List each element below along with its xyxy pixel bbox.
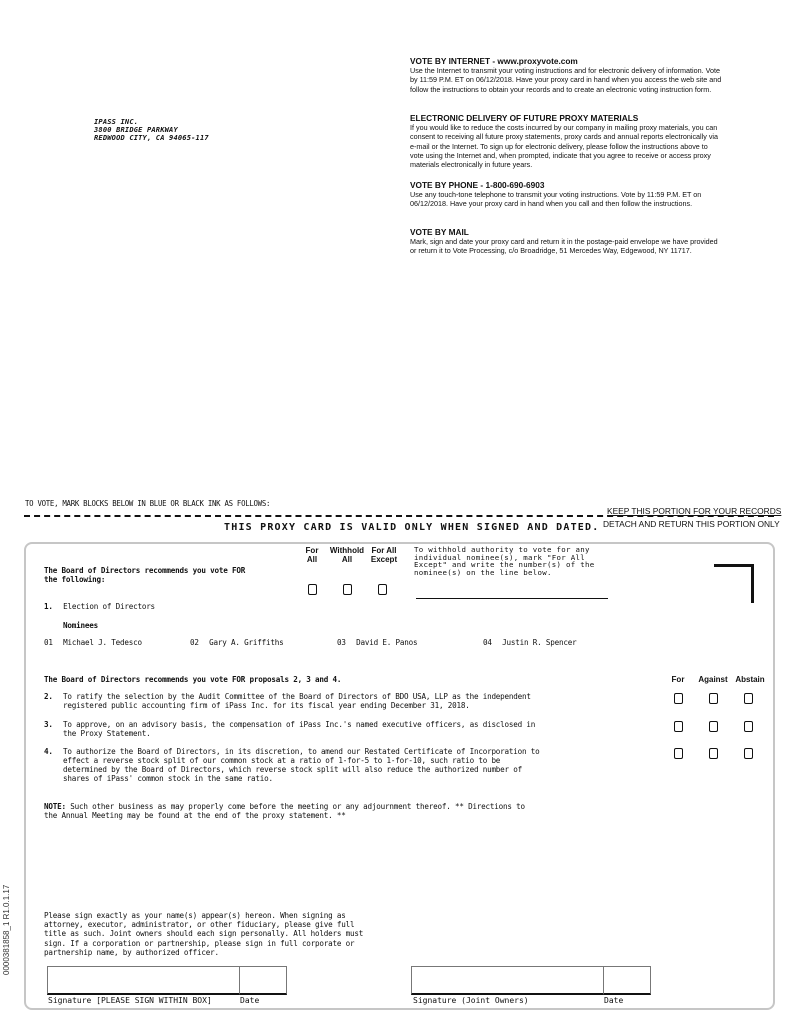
nominee-number: 04 — [483, 638, 492, 647]
proposal-text-line: registered public accounting firm of iPass Inc. for its fiscal year ending December 31, 2018. — [63, 701, 470, 710]
sign-instruction-line: attorney, executor, administrator, or other fiduciary, please give full — [44, 920, 355, 930]
keep-portion-label: KEEP THIS PORTION FOR YOUR RECORDS — [607, 506, 782, 516]
col-head-top: Withhold — [329, 546, 365, 555]
proposal-1 — [44, 602, 155, 611]
withhold-line: nominee(s) on the line below. — [414, 567, 552, 577]
proposal-text-line: shares of iPass' common stock in the same ratio. — [63, 774, 273, 783]
withhold-line: To withhold authority to vote for any — [414, 545, 590, 554]
document-id: 0000381858_1 R1.0.1.17 — [2, 884, 11, 975]
proposal-text-line: determined by the Board of Directors, which reverse stock split will also reduce the authorized number of — [63, 765, 523, 774]
proposal-3 — [44, 720, 535, 738]
address-line-2: 3800 BRIDGE PARKWAY — [94, 126, 178, 134]
detach-line — [24, 515, 774, 517]
joint-signature-label: Signature (Joint Owners) — [413, 996, 529, 1005]
sign-instruction-line: sign. If a corporation or partnership, please sign in full corporate or — [44, 938, 355, 948]
withhold-line: individual nominee(s), mark "For All — [414, 552, 585, 562]
proposal-number: 3. — [44, 720, 53, 729]
vote-by-internet-body: Use the Internet to transmit your voting instructions and for electronic delivery of information. Vote by 11:59 P.M. ET on 06/12/2018. Have your proxy card in hand when you access the web site and follow the instructions to obtain your records and to create an electronic voting instruction form. — [410, 66, 722, 94]
nominee-number-write-line[interactable] — [416, 598, 608, 599]
vote-by-phone-body: Use any touch-tone telephone to transmit your voting instructions. Vote by 11:59 P.M. ET on 06/12/2018. Have your proxy card in hand when you call and then follow the instructions. — [410, 190, 702, 209]
proposal-text-line: To ratify the selection by the Audit Committee of the Board of Directors of BDO USA, LLP as the independent — [63, 692, 531, 701]
nominee-name: Justin R. Spencer — [502, 638, 577, 647]
joint-date-box[interactable] — [603, 966, 651, 995]
joint-signature-box[interactable] — [411, 966, 604, 995]
proposal-4-abstain-checkbox[interactable] — [744, 748, 753, 759]
proposal-3-for-checkbox[interactable] — [674, 721, 683, 732]
proposal-text-line: To approve, on an advisory basis, the compensation of iPass Inc.'s named executive officers, as disclosed in — [63, 720, 536, 729]
note-label: NOTE: — [44, 802, 66, 811]
proposal-4-against-checkbox[interactable] — [709, 748, 718, 759]
mark-instructions: TO VOTE, MARK BLOCKS BELOW IN BLUE OR BLACK INK AS FOLLOWS: — [25, 499, 271, 508]
proposal-text-line: effect a reverse stock split of our common stock at a ratio of 1-for-5 to 1-for-10, such ratio to be — [63, 756, 501, 765]
signature-date-box[interactable] — [239, 966, 287, 995]
proposal-number: 1. — [44, 602, 53, 611]
signature-box[interactable] — [47, 966, 240, 995]
vote-by-mail-body: Mark, sign and date your proxy card and return it in the postage-paid envelope we have provided or return it to Vote Processing, c/o Broadridge, 51 Mercedes Way, Edgewood, NY 11717. — [410, 237, 718, 256]
proposal-title: Election of Directors — [63, 602, 155, 611]
nominee-name: Gary A. Griffiths — [209, 638, 284, 647]
nominee-number: 03 — [337, 638, 346, 647]
col-head-against: Against — [698, 675, 728, 684]
nominees-label: Nominees — [63, 621, 98, 630]
checkbox-for-all[interactable] — [308, 584, 317, 595]
recommendation-line-1: The Board of Directors recommends you vote FOR — [44, 566, 246, 575]
nominee-number: 01 — [44, 638, 53, 647]
proposals-recommendation: The Board of Directors recommends you vote FOR proposals 2, 3 and 4. — [44, 675, 342, 684]
col-head-for: For — [671, 675, 685, 684]
vote-by-mail-section — [410, 227, 722, 256]
col-head-withhold-all — [328, 546, 366, 564]
signature-date-label: Date — [240, 996, 260, 1005]
withhold-line: Except" and write the number(s) of the — [414, 560, 595, 570]
nominee-name: David E. Panos — [356, 638, 418, 647]
col-head-top: For — [305, 546, 319, 555]
proposal-3-abstain-checkbox[interactable] — [744, 721, 753, 732]
vote-by-internet-section — [410, 56, 722, 94]
nominee-1 — [44, 638, 142, 647]
proposal-4 — [44, 747, 540, 783]
col-head-for-all — [300, 546, 324, 564]
withhold-instructions — [414, 546, 594, 576]
valid-notice: THIS PROXY CARD IS VALID ONLY WHEN SIGNED AND DATED. — [224, 522, 600, 533]
nominee-name: Michael J. Tedesco — [63, 638, 142, 647]
recommendation-line-2: the following: — [44, 575, 106, 584]
proposal-text-line: the Proxy Statement. — [63, 729, 151, 738]
checkbox-for-all-except[interactable] — [378, 584, 387, 595]
sign-instructions — [44, 911, 363, 957]
vote-by-phone-section — [410, 180, 722, 209]
sign-instruction-line: partnership name, by authorized officer. — [44, 947, 219, 957]
col-head-bottom: Except — [370, 555, 398, 564]
col-head-abstain: Abstain — [735, 675, 765, 684]
sign-instruction-line: title as such. Joint owners should each sign personally. All holders must — [44, 929, 364, 939]
electronic-delivery-body: If you would like to reduce the costs incurred by our company in mailing proxy materials, you can consent to receiving all future proxy statements, proxy cards and annual reports electronically via e-mail or the Internet. To sign up for electronic delivery, please follow the instructions above to vote using the Internet and, when prompted, indicate that you agree to receive or access proxy materials electronically in future years. — [410, 123, 719, 170]
vote-by-internet-heading: VOTE BY INTERNET - www.proxyvote.com — [410, 56, 578, 66]
electronic-delivery-section — [410, 113, 722, 169]
nominee-3 — [337, 638, 417, 647]
proposal-2-for-checkbox[interactable] — [674, 693, 683, 704]
note-line: Such other business as may properly come before the meeting or any adjournment thereof. ** Directions to — [65, 802, 525, 811]
signature-label: Signature [PLEASE SIGN WITHIN BOX] — [48, 996, 212, 1005]
electronic-delivery-heading: ELECTRONIC DELIVERY OF FUTURE PROXY MATERIALS — [410, 113, 639, 123]
detach-return-label: DETACH AND RETURN THIS PORTION ONLY — [603, 519, 780, 529]
sign-instruction-line: Please sign exactly as your name(s) appear(s) hereon. When signing as — [44, 911, 346, 920]
col-head-top: For All — [371, 546, 397, 555]
proposal-2 — [44, 692, 531, 710]
nominee-number: 02 — [190, 638, 199, 647]
vote-by-phone-heading: VOTE BY PHONE - 1-800-690-6903 — [410, 180, 545, 190]
vote-by-mail-heading: VOTE BY MAIL — [410, 227, 469, 237]
joint-date-label: Date — [604, 996, 624, 1005]
registration-corner-mark — [714, 564, 754, 603]
proposal-2-abstain-checkbox[interactable] — [744, 693, 753, 704]
note-line: the Annual Meeting may be found at the end of the proxy statement. ** — [44, 811, 346, 820]
proposal-number: 2. — [44, 692, 53, 701]
nominee-4 — [483, 638, 576, 647]
col-head-bottom: All — [306, 555, 318, 564]
company-address — [94, 118, 209, 142]
address-line-3: REDWOOD CITY, CA 94065-117 — [94, 134, 209, 142]
proposal-3-against-checkbox[interactable] — [709, 721, 718, 732]
address-line-1: IPASS INC. — [94, 118, 139, 126]
proposal-number: 4. — [44, 747, 53, 756]
proposal-2-against-checkbox[interactable] — [709, 693, 718, 704]
note — [44, 802, 525, 820]
col-head-bottom: All — [341, 555, 353, 564]
col-head-for-all-except — [368, 546, 400, 564]
nominee-2 — [190, 638, 283, 647]
directors-recommendation — [44, 566, 245, 584]
checkbox-withhold-all[interactable] — [343, 584, 352, 595]
proposal-4-for-checkbox[interactable] — [674, 748, 683, 759]
proposal-text-line: To authorize the Board of Directors, in its discretion, to amend our Restated Certificate of Incorporation to — [63, 747, 540, 756]
